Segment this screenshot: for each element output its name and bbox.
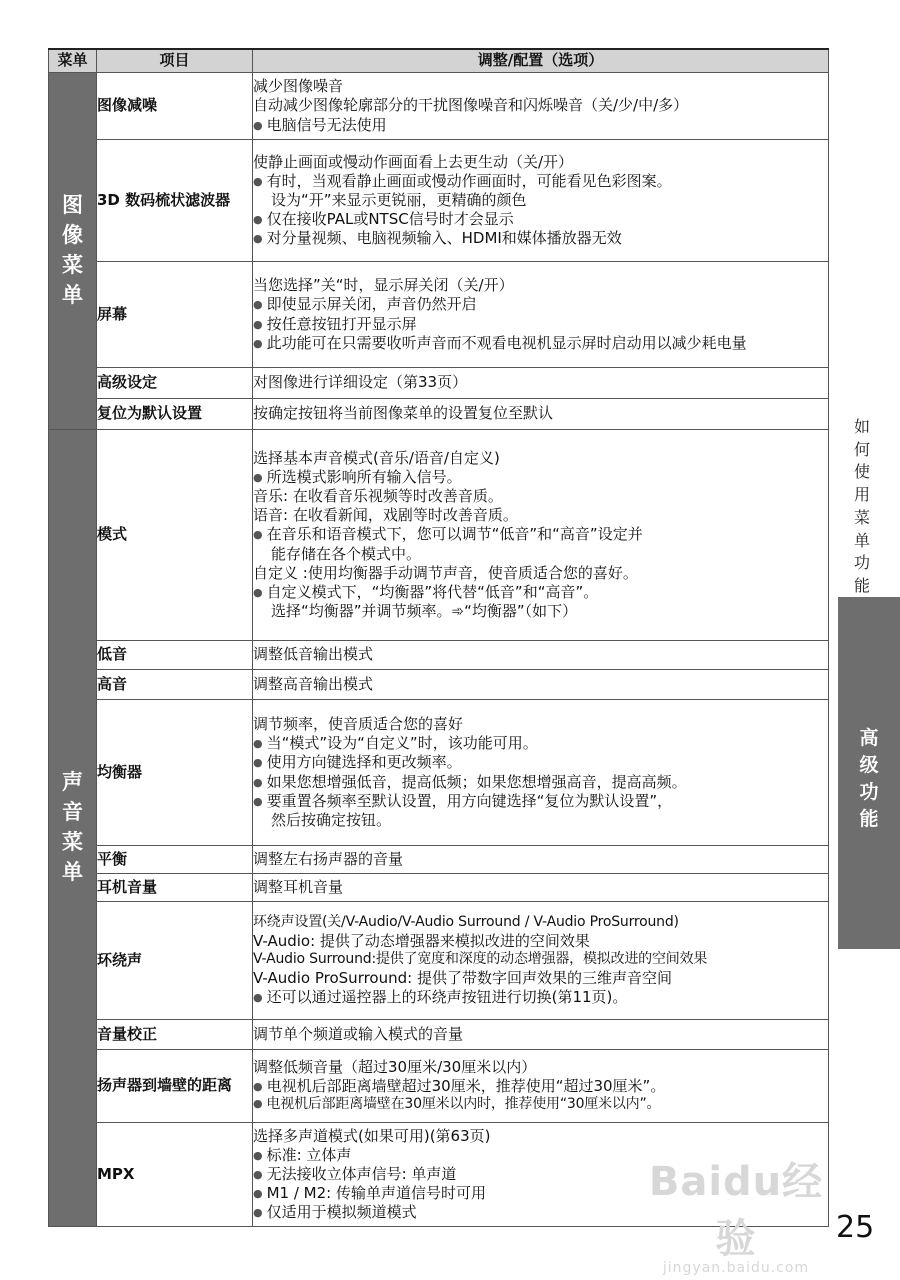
item-description [253, 641, 829, 670]
menu-category-label: 图像菜单 [62, 193, 83, 307]
item-description [253, 1020, 829, 1050]
table-row [49, 670, 829, 700]
item-name: 均衡器 [97, 700, 253, 846]
table-row [49, 140, 829, 262]
bullet-line: ● 即使显示屏关闭，声音仍然开启 [253, 295, 828, 314]
header-item: 项目 [97, 49, 253, 73]
item-name: 图像减噪 [97, 73, 253, 140]
description-line: V-Audio ProSurround: 提供了带数字回声效果的三维声音空间 [253, 968, 672, 987]
description-line: 选择基本声音模式(音乐/语音/自定义) [253, 448, 500, 467]
section-title-vertical: 如何使用菜单功能 [853, 417, 870, 596]
description-line: 按确定按钮将当前图像菜单的设置复位至默认 [253, 404, 554, 423]
bullet-line: ● 此功能可在只需要收听声音而不观看电视机显示屏时启动用以减少耗电量 [253, 334, 828, 353]
chapter-tab-label: 高级功能 [859, 727, 879, 830]
table-row [49, 874, 829, 902]
bullet-line: ● 标准: 立体声 [253, 1146, 828, 1165]
table-row [49, 846, 829, 874]
description-line: 当您选择”关“时，显示屏关闭（关/开） [253, 276, 514, 295]
item-name: 复位为默认设置 [97, 399, 253, 430]
description-line: 调整左右扬声器的音量 [253, 849, 404, 868]
menu-category-sound [49, 430, 97, 1227]
description-line: V-Audio Surround:提供了宽度和深度的动态增强器，模拟改进的空间效果 [253, 950, 708, 967]
description-line: 自定义 :使用均衡器手动调节声音，使音质适合您的喜好。 [253, 563, 638, 582]
description-line: 音乐: 在收看音乐视频等时改善音质。 [253, 487, 503, 506]
menu-category-label: 声音菜单 [62, 770, 83, 884]
description-line: 调整低音输出模式 [253, 645, 374, 664]
description-line: 使静止画面或慢动作画面看上去更生动（关/开） [253, 152, 574, 171]
item-name: 3D 数码梳状滤波器 [97, 140, 253, 262]
watermark-logo-text: Baidu经验 [648, 1159, 824, 1262]
description-line: 减少图像噪音 [253, 77, 344, 96]
table-row [49, 73, 829, 140]
chapter-tab [838, 597, 900, 949]
bullet-line: ● 有时，当观看静止画面或慢动作画面时，可能看见色彩图案。 [253, 172, 828, 191]
description-line: 环绕声设置(关/V-Audio/V-Audio Surround / V-Audio ProSurround) [253, 913, 679, 930]
bullet-line: ● 自定义模式下，“均衡器”将代替“低音”和“高音”。 [253, 583, 828, 602]
table-row [49, 902, 829, 1020]
item-description [253, 368, 829, 399]
watermark-url: jingyan.baidu.com [662, 1260, 810, 1276]
item-description [253, 846, 829, 874]
item-description [253, 670, 829, 700]
bullet-line: ● 仅适用于模拟频道模式 [253, 1203, 828, 1222]
item-description [253, 1050, 829, 1123]
item-description [253, 874, 829, 902]
bullet-line: ● 所选模式影响所有输入信号。 [253, 468, 828, 487]
bullet-line: ● 按任意按钮打开显示屏 [253, 315, 828, 334]
bullet-line: ● 当“模式”设为“自定义”时，该功能可用。 [253, 734, 828, 753]
table-row [49, 262, 829, 368]
bullet-line: ● 无法接收立体声信号: 单声道 [253, 1165, 828, 1184]
item-name: 低音 [97, 641, 253, 670]
watermark [636, 1150, 836, 1276]
item-description [253, 399, 829, 430]
item-description [253, 430, 829, 641]
description-line: 语音: 在收看新闻，戏剧等时改善音质。 [253, 506, 518, 525]
item-name: 音量校正 [97, 1020, 253, 1050]
bullet-line: ● 如果您想增强低音，提高低频；如果您想增强高音，提高高频。 [253, 773, 828, 792]
bullet-line: ● 在音乐和语音模式下，您可以调节“低音”和“高音”设定并 [253, 525, 828, 544]
item-description [253, 140, 829, 262]
description-line: V-Audio: 提供了动态增强器来模拟改进的空间效果 [253, 931, 590, 950]
item-description [253, 902, 829, 1020]
item-name: 环绕声 [97, 902, 253, 1020]
description-line: 调节频率，使音质适合您的喜好 [253, 714, 464, 733]
header-menu: 菜单 [49, 49, 97, 73]
menu-category-picture [49, 73, 97, 430]
table-row [49, 368, 829, 399]
item-description [253, 73, 829, 140]
description-line: 调整高音输出模式 [253, 674, 374, 693]
description-line: 然后按确定按钮。 [271, 810, 392, 829]
bullet-line: ● 仅在接收PAL或NTSC信号时才会显示 [253, 210, 828, 229]
item-name: 扬声器到墙壁的距离 [97, 1050, 253, 1123]
bullet-line: ● 要重置各频率至默认设置，用方向键选择“复位为默认设置”， [253, 792, 828, 811]
item-name: MPX [97, 1123, 253, 1227]
description-line: 对图像进行详细设定（第33页） [253, 373, 468, 392]
item-name: 平衡 [97, 846, 253, 874]
header-description: 调整/配置（选项） [253, 49, 829, 73]
table-header-row [49, 49, 829, 73]
item-name: 屏幕 [97, 262, 253, 368]
bullet-line: ● M1 / M2: 传输单声道信号时可用 [253, 1184, 828, 1203]
description-line: 调节单个频道或输入模式的音量 [253, 1024, 464, 1043]
item-name: 高级设定 [97, 368, 253, 399]
description-line: 选择多声道模式(如果可用)(第63页) [253, 1126, 491, 1145]
table-row [49, 430, 829, 641]
bullet-line: ● 电视机后部距离墙壁在30厘米以内时，推荐使用“30厘米以内”。 [253, 1096, 828, 1114]
table-row [49, 1050, 829, 1123]
menu-settings-table [48, 48, 829, 1227]
description-line: 自动减少图像轮廓部分的干扰图像噪音和闪烁噪音（关/少/中/多） [253, 96, 689, 115]
item-name: 高音 [97, 670, 253, 700]
table-row [49, 641, 829, 670]
bullet-line: ● 对分量视频、电脑视频输入、HDMI和媒体播放器无效 [253, 229, 828, 248]
bullet-line: ● 使用方向键选择和更改频率。 [253, 753, 828, 772]
table-row [49, 700, 829, 846]
description-line: 能存储在各个模式中。 [271, 544, 422, 563]
table-row [49, 399, 829, 430]
table-row [49, 1020, 829, 1050]
bullet-line: ● 电脑信号无法使用 [253, 116, 828, 135]
description-line: 调整低频音量（超过30厘米/30厘米以内） [253, 1057, 537, 1076]
page-number: 25 [836, 1210, 875, 1245]
item-description [253, 262, 829, 368]
description-line: 调整耳机音量 [253, 877, 344, 896]
bullet-line: ● 还可以通过遥控器上的环绕声按钮进行切换(第11页)。 [253, 988, 828, 1007]
item-description [253, 700, 829, 846]
description-line: 设为“开”来显示更锐丽，更精确的颜色 [271, 190, 527, 209]
item-name: 耳机音量 [97, 874, 253, 902]
item-name: 模式 [97, 430, 253, 641]
description-line: 选择“均衡器”并调节频率。➾“均衡器”（如下） [271, 602, 578, 621]
bullet-line: ● 电视机后部距离墙壁超过30厘米，推荐使用“超过30厘米”。 [253, 1077, 828, 1096]
